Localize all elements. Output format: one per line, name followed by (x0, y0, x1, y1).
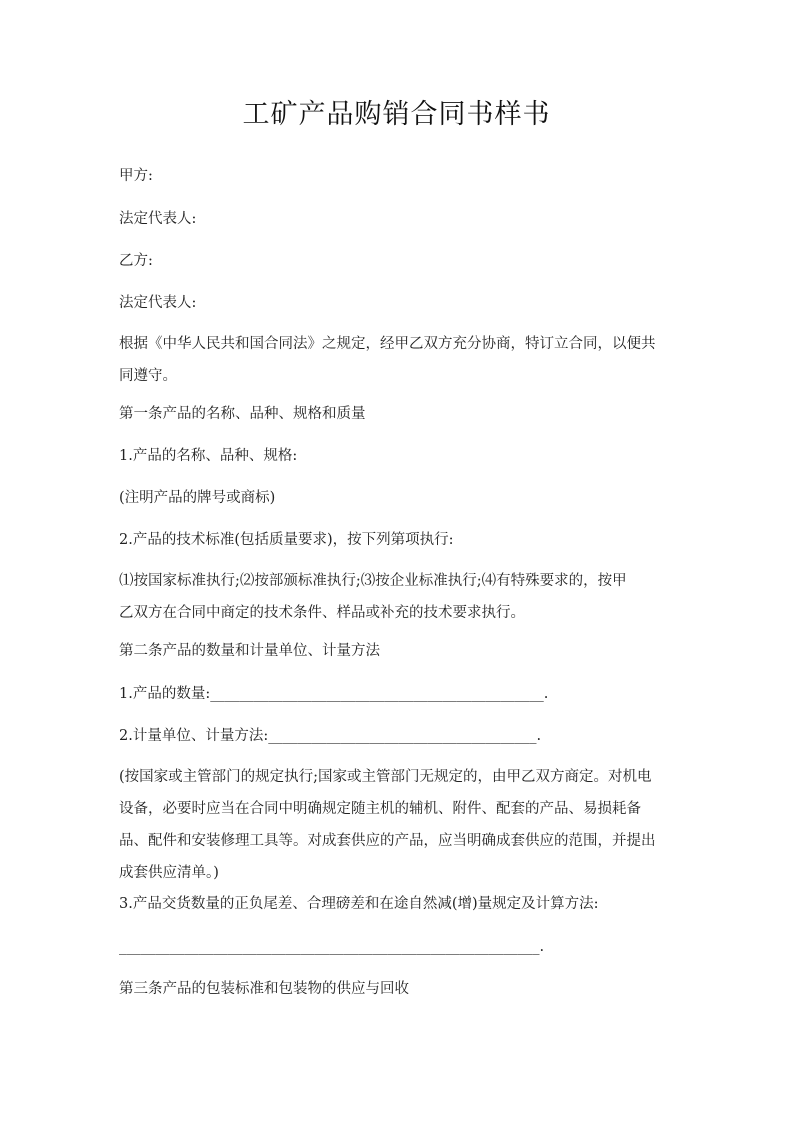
article-2-heading: 第二条产品的数量和计量单位、计量方法 (119, 643, 380, 659)
article-2-item-2: 2.计量单位、计量方法:_____________________________________. (119, 728, 542, 744)
detail-line: ⑴按国家标准执行;⑵按部颁标准执行;⑶按企业标准执行;⑷有特殊要求的，按甲 (119, 573, 627, 589)
article-1-item-2: 2.产品的技术标准(包括质量要求)，按下列第项执行: (119, 532, 454, 548)
article-1-item-1: 1.产品的名称、品种、规格: (119, 448, 298, 464)
article-3-heading: 第三条产品的包装标准和包装物的供应与回收 (119, 981, 409, 997)
article-2-item-1: 1.产品的数量:______________________________________________. (119, 686, 549, 702)
party-b-representative-label: 法定代表人: (119, 295, 197, 311)
party-a-representative-label: 法定代表人: (119, 211, 197, 227)
article-2-item-3: 3.产品交货数量的正负尾差、合理磅差和在途自然减(增)量规定及计算方法: (119, 896, 599, 912)
article-1-item-2-detail (119, 565, 679, 629)
preamble-line: 同遵守。 (119, 368, 177, 384)
party-b-label: 乙方: (119, 253, 153, 269)
article-1-heading: 第一条产品的名称、品种、规格和质量 (119, 406, 366, 422)
note-line: 设备，必要时应当在合同中明确规定随主机的辅机、附件、配套的产品、易损耗备 (119, 801, 641, 817)
article-1-item-1-note: (注明产品的牌号或商标) (119, 490, 276, 506)
party-a-label: 甲方: (119, 168, 153, 184)
document-title: 工矿产品购销合同书样书 (242, 99, 551, 130)
detail-line: 乙双方在合同中商定的技术条件、样品或补充的技术要求执行。 (119, 605, 525, 621)
article-2-note (119, 761, 679, 889)
article-2-item-3-blank: __________________________________________________________. (119, 939, 545, 955)
preamble-line: 根据《中华人民共和国合同法》之规定，经甲乙双方充分协商，特订立合同，以便共 (119, 336, 656, 352)
note-line: (按国家或主管部门的规定执行;国家或主管部门无规定的，由甲乙双方商定。对机电 (119, 769, 652, 785)
note-line: 品、配件和安装修理工具等。对成套供应的产品，应当明确成套供应的范围，并提出 (119, 833, 656, 849)
preamble-paragraph (119, 328, 679, 392)
note-line: 成套供应清单。) (119, 865, 219, 881)
